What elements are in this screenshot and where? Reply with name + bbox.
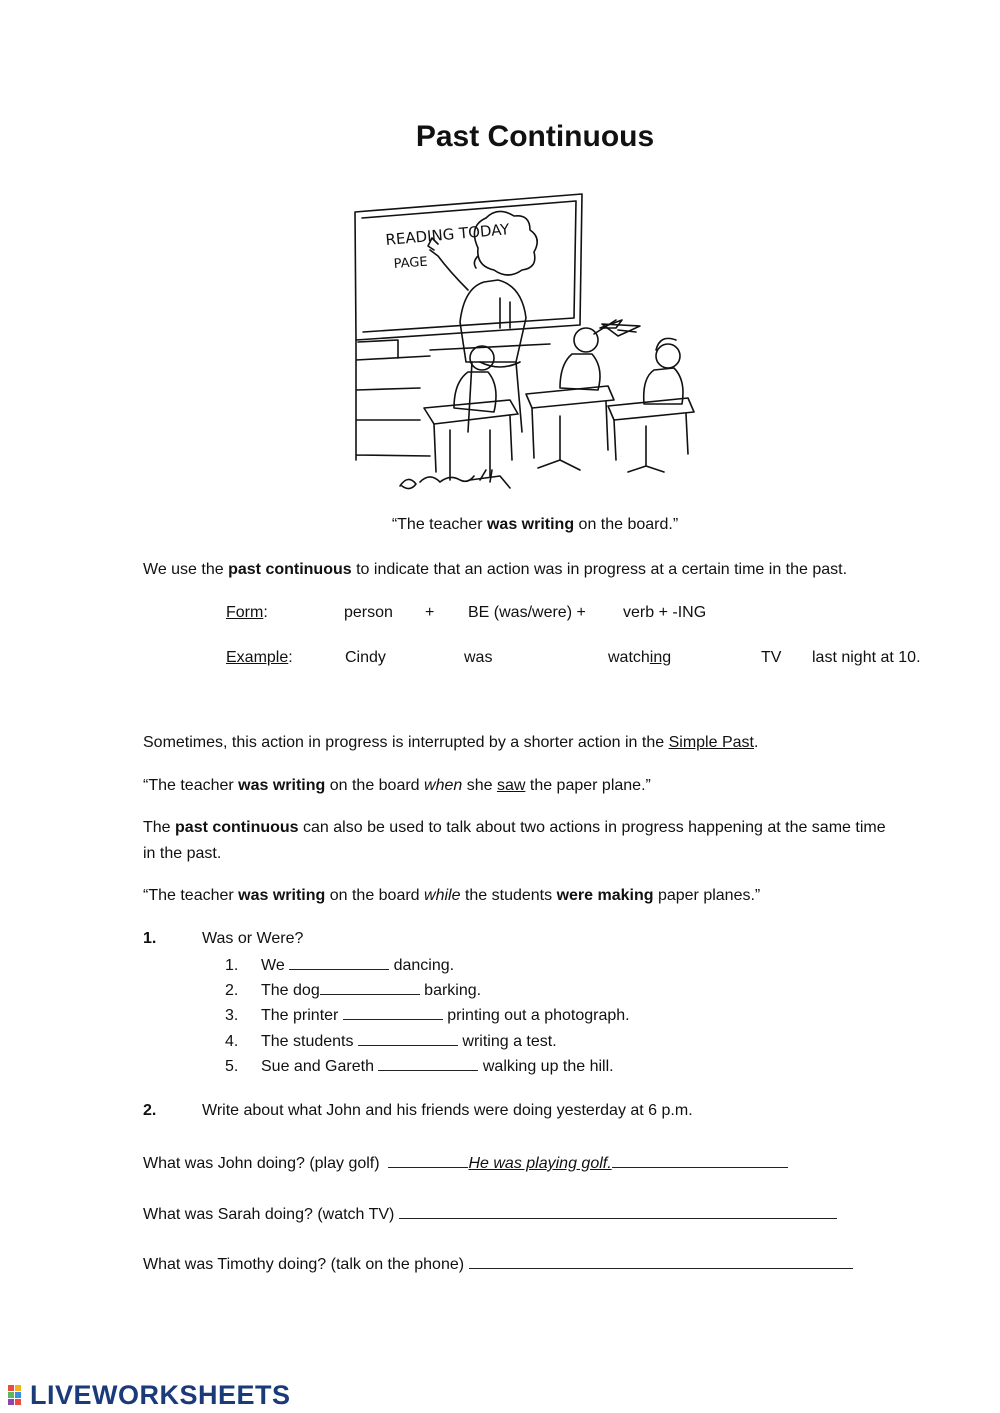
ie-italic: when xyxy=(424,777,463,794)
interrupt-text-end: . xyxy=(753,734,759,751)
page-title: Past Continuous xyxy=(415,120,655,153)
board-text-line2: PAGE xyxy=(393,254,429,272)
answer-example: He was playing golf. xyxy=(468,1155,612,1172)
par-bold: past continuous xyxy=(175,819,299,836)
item-number: 3. xyxy=(225,1007,239,1024)
exercise2-question-timothy xyxy=(143,1254,853,1274)
example-label-colon: : xyxy=(288,649,293,666)
ie-bold: was writing xyxy=(238,777,326,794)
liveworksheets-logo[interactable] xyxy=(8,1380,291,1411)
intro-text-end: to indicate that an action was in progress at a certain time in the past. xyxy=(351,561,848,578)
item-text-after: writing a test. xyxy=(457,1033,557,1050)
item-text-after: printing out a photograph. xyxy=(442,1007,630,1024)
ie-part2: on the board xyxy=(325,777,425,794)
example-verb xyxy=(608,649,671,667)
simple-past-term: Simple Past xyxy=(668,734,754,751)
example-verb-stem: watch xyxy=(608,649,650,666)
caption-bold: was writing xyxy=(486,516,575,533)
item-text-before: Sue and Gareth xyxy=(261,1058,379,1075)
form-be: BE (was/were) + xyxy=(468,604,586,621)
example-aux: was xyxy=(464,649,493,666)
ie-part4: the paper plane.” xyxy=(525,777,651,794)
exercise2-number: 2. xyxy=(143,1102,157,1119)
answer-blank-input[interactable] xyxy=(358,1031,458,1046)
example-time: last night at 10. xyxy=(812,649,921,666)
interrupt-example xyxy=(143,777,651,795)
parallel-example xyxy=(143,887,760,905)
logo-grid-icon xyxy=(8,1385,28,1407)
form-verb: verb + -ING xyxy=(623,604,707,621)
pe-part2: on the board xyxy=(325,887,425,904)
exercise1-number: 1. xyxy=(143,930,157,947)
illustration-caption xyxy=(0,516,1000,534)
ie-underline: saw xyxy=(496,777,526,794)
item-text-before: We xyxy=(261,957,290,974)
exercise1-item xyxy=(225,1056,614,1076)
form-plus: + xyxy=(425,604,435,621)
answer-blank-input[interactable] xyxy=(399,1204,837,1219)
exercise1-item xyxy=(225,1005,630,1025)
answer-blank-input[interactable] xyxy=(378,1056,478,1071)
pe-bold1: was writing xyxy=(238,887,326,904)
intro-paragraph xyxy=(143,561,847,579)
teacher-classroom-illustration xyxy=(350,190,710,502)
par-part1: The xyxy=(143,819,176,836)
intro-bold: past continuous xyxy=(228,561,352,578)
item-number: 1. xyxy=(225,957,239,974)
exercise1-item xyxy=(225,1031,557,1051)
item-text-before: The dog xyxy=(261,982,320,999)
pe-part1: “The teacher xyxy=(143,887,239,904)
example-label xyxy=(226,649,293,667)
interrupt-text-start: Sometimes, this action in progress is interrupted by a shorter action in the xyxy=(143,734,669,751)
item-number: 5. xyxy=(225,1058,239,1075)
item-text-before: The students xyxy=(261,1033,358,1050)
interrupt-paragraph xyxy=(143,734,758,752)
logo-text: LIVEWORKSHEETS xyxy=(30,1380,291,1410)
exercise1-item xyxy=(225,955,454,975)
exercise2-instruction: Write about what John and his friends were doing yesterday at 6 p.m. xyxy=(202,1102,693,1119)
form-label-text: Form xyxy=(226,604,264,621)
answer-blank-input[interactable] xyxy=(320,980,420,995)
parallel-paragraph-line2: in the past. xyxy=(143,845,222,862)
answer-blank-lead xyxy=(388,1153,468,1168)
par-part2: can also be used to talk about two actions in progress happening at the same time xyxy=(298,819,886,836)
caption-text-end: on the board.” xyxy=(574,516,679,533)
board-text-line1: READING TODAY xyxy=(384,220,511,249)
answer-blank-tail xyxy=(612,1153,788,1168)
exercise1-item xyxy=(225,980,481,1000)
form-label-colon: : xyxy=(263,604,268,621)
pe-bold2: were making xyxy=(556,887,654,904)
exercise1-instruction: Was or Were? xyxy=(202,930,304,947)
example-label-text: Example xyxy=(226,649,289,666)
question-text: What was Timothy doing? (talk on the phone) xyxy=(143,1256,465,1273)
intro-text-start: We use the xyxy=(143,561,229,578)
caption-text-start: “The teacher xyxy=(391,516,487,533)
question-text: What was John doing? (play golf) xyxy=(143,1155,380,1172)
pe-part3: the students xyxy=(460,887,557,904)
answer-blank-input[interactable] xyxy=(469,1254,853,1269)
answer-blank-input[interactable] xyxy=(343,1005,443,1020)
item-text-after: walking up the hill. xyxy=(478,1058,614,1075)
ie-part1: “The teacher xyxy=(143,777,239,794)
example-object: TV xyxy=(761,649,782,666)
form-label xyxy=(226,604,268,622)
exercise2-question-john xyxy=(143,1153,788,1173)
question-text: What was Sarah doing? (watch TV) xyxy=(143,1206,395,1223)
example-verb-suffix: ing xyxy=(649,649,672,666)
answer-blank-input[interactable] xyxy=(289,955,389,970)
example-subject: Cindy xyxy=(345,649,386,666)
item-text-after: barking. xyxy=(419,982,482,999)
form-person: person xyxy=(344,604,393,621)
pe-part4: paper planes.” xyxy=(653,887,761,904)
item-number: 2. xyxy=(225,982,239,999)
pe-italic: while xyxy=(424,887,461,904)
ie-part3: she xyxy=(462,777,497,794)
item-text-before: The printer xyxy=(261,1007,343,1024)
item-text-after: dancing. xyxy=(389,957,455,974)
parallel-paragraph xyxy=(143,819,886,837)
item-number: 4. xyxy=(225,1033,239,1050)
exercise2-question-sarah xyxy=(143,1204,837,1224)
